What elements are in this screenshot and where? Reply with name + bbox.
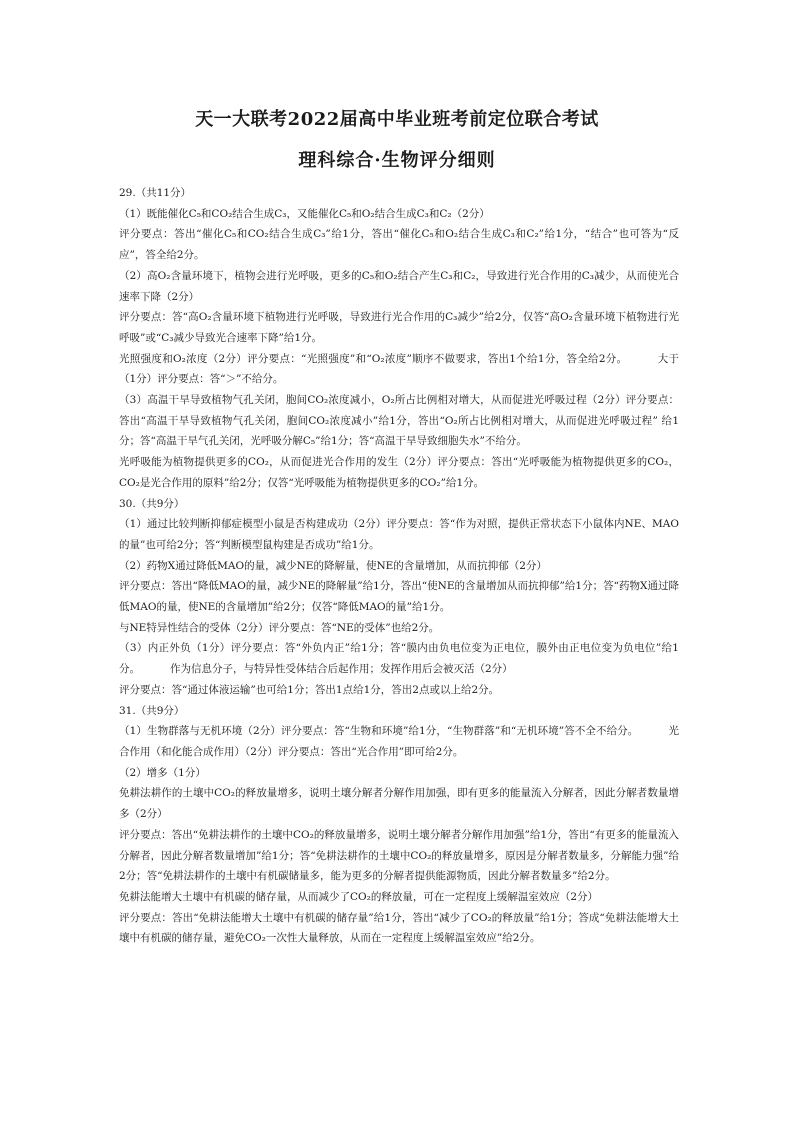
question-31-heading: 31.（共9分）	[119, 704, 185, 717]
document-subtitle: 理科综合·生物评分细则	[298, 150, 496, 171]
paragraph: （3）高温干旱导致植物气孔关闭，胞间CO₂浓度减小，O₂所占比例相对增大，从而促进光呼吸过程（2分）评分要点：答出“高温干旱导致植物气孔关闭，胞间CO₂浓度减小”给1分，答出“O₂所占比例相对增大，从而促进光呼吸过程” 给1分；答“高温干旱气孔关闭，光呼吸分解C₅”给1分；答“高温干旱导致细胞失水”不给分。	[119, 394, 679, 448]
paragraph: 评分要点：答出“催化C₅和CO₂结合生成C₃”给1分，答出“催化C₅和O₂结合生成C₃和C₂”给1分，“结合”也可答为“反应”，答全给2分。	[119, 228, 679, 262]
paragraph: 光呼吸能为植物提供更多的CO₂，从而促进光合作用的发生（2分）评分要点：答出“光呼吸能为植物提供更多的CO₂，CO₂是光合作用的原料”给2分；仅答“光呼吸能为植物提供更多的CO₂”给1分。	[119, 456, 679, 489]
paragraph: 免耕法耕作的土壤中CO₂的释放量增多，说明土壤分解者分解作用加强，即有更多的能量流入分解者，因此分解者数量增多（2分）	[119, 787, 679, 821]
paragraph: 与NE特异性结合的受体（2分）评分要点：答“NE的受体”也给2分。	[119, 621, 440, 634]
paragraph-combined	[119, 349, 679, 390]
paragraph-part: （3）内正外负（1分）评分要点：答“外负内正”给1分；答“膜内由负电位变为正电位，膜外由正电位变为负电位”给1分。	[119, 642, 679, 676]
paragraph-part: 光合作用（和化能合成作用）（2分）评分要点：答出“光合作用”即可给2分。	[119, 725, 680, 758]
paragraph: 免耕法能增大土壤中有机碳的储存量，从而减少了CO₂的释放量，可在一定程度上缓解温室效应（2分）	[119, 890, 599, 903]
paragraph: 评分要点：答出“免耕法能增大土壤中有机碳的储存量”给1分，答出“减少了CO₂的释放量”给1分；答成“免耕法能增大土壤中有机碳的储存量，避免CO₂一次性大量释放，从而在一定程度上缓解温室效应”给2分。	[119, 911, 679, 945]
question-30-heading: 30.（共9分）	[119, 497, 185, 510]
paragraph: （1）通过比较判断抑郁症模型小鼠是否构建成功（2分）评分要点：答“作为对照，提供正常状态下小鼠体内NE、MAO的量”也可给2分；答“判断模型鼠构建是否成功”给1分。	[119, 518, 679, 551]
paragraph: 评分要点：答出“降低MAO的量，减少NE的降解量”给1分，答出“使NE的含量增加从而抗抑郁”给1分；答“药物X通过降低MAO的量，使NE的含量增加”给2分；仅答“降低MAO的量”给1分。	[119, 580, 679, 614]
paragraph-part: 作为信息分子，与特异性受体结合后起作用；发挥作用后会被灭活（2分）	[170, 663, 513, 676]
paragraph: 评分要点：答出“免耕法耕作的土壤中CO₂的释放量增多，说明土壤分解者分解作用加强”给1分，答出“有更多的能量流入分解者，因此分解者数量增加”给1分；答“免耕法耕作的土壤中CO₂的释放量增多，原因是分解者数量多，分解能力强”给2分；答“免耕法耕作的土壤中有机碳储量多，能为更多的分解者提供能源物质，因此分解者数量多”给2分。	[119, 828, 679, 883]
paragraph-part: （1）生物群落与无机环境（2分）评分要点：答“生物和环境”给1分，“生物群落”和“无机环境”答不全不给分。	[119, 725, 639, 738]
paragraph-combined	[119, 721, 679, 762]
document-title: 天一大联考2022届高中毕业班考前定位联合考试	[195, 109, 599, 130]
document-body	[119, 183, 679, 949]
paragraph-part: 大于（1分）评分要点：答“＞”不给分。	[119, 352, 680, 386]
paragraph: （2）增多（1分）	[119, 766, 206, 779]
paragraph: 评分要点：答“通过体液运输”也可给1分；答出1点给1分，答出2点或以上给2分。	[119, 683, 500, 696]
question-29-heading: 29.（共11分）	[119, 187, 192, 199]
paragraph-combined	[119, 638, 679, 679]
paragraph-part: 光照强度和O₂浓度（2分）评分要点：“光照强度”和“O₂浓度”顺序不做要求，答出1个给1分，答全给2分。	[119, 352, 628, 365]
paragraph: （2）药物X通过降低MAO的量，减少NE的降解量，使NE的含量增加，从而抗抑郁（2分）	[119, 559, 547, 572]
paragraph: （2）高O₂含量环境下，植物会进行光呼吸，更多的C₅和O₂结合产生C₃和C₂，导致进行光合作用的C₃减少，从而使光合速率下降（2分）	[119, 269, 679, 303]
paragraph: 评分要点：答“高O₂含量环境下植物进行光呼吸，导致进行光合作用的C₃减少”给2分，仅答“高O₂含量环境下植物进行光呼吸”或“C₃减少导致光合速率下降”给1分。	[119, 311, 679, 344]
paragraph: （1）既能催化C₅和CO₂结合生成C₃，又能催化C₅和O₂结合生成C₃和C₂（2分）	[119, 207, 490, 220]
